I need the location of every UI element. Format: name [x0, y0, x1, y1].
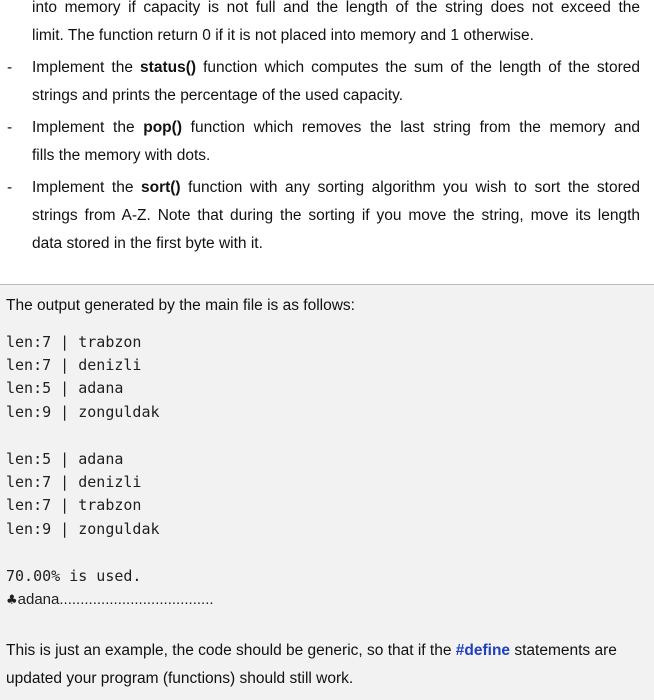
note-line-1-start: This is just an example, the code should be generic, so that if the — [6, 642, 456, 659]
bullet-status-lead: Implement the — [32, 59, 141, 76]
pop-function-name: pop() — [143, 119, 182, 136]
note-line-1 — [6, 641, 638, 661]
sorted-output-line: len:7 | trabzon — [6, 496, 142, 514]
bullet-status-rest: function which computes the sum of the length of the stored — [196, 59, 640, 76]
bullet-pop-lead: Implement the — [32, 119, 144, 136]
bullet-marker-pop: - — [7, 119, 13, 136]
instructions-section — [0, 0, 654, 284]
bullet-status-line-1 — [32, 58, 640, 78]
output-line: len:7 | denizli — [6, 356, 142, 374]
bullet-sort-rest: function with any sorting algorithm you wish to sort the stored — [180, 179, 640, 196]
output-line: len:9 | zonguldak — [6, 403, 160, 421]
sorted-output-line: len:5 | adana — [6, 450, 124, 468]
bullet-sort-line-3: data stored in the first byte with it. — [32, 235, 263, 252]
sort-function-name: sort() — [140, 179, 181, 196]
note-line-1-end: statements are — [510, 642, 617, 659]
bullet-sort-lead: Implement the — [32, 179, 141, 196]
bullet-marker-status: - — [7, 59, 13, 76]
bullet-pop-rest: function which removes the last string from the memory and — [181, 119, 640, 136]
intro-line-2: limit. The function return 0 if it is not placed into memory and 1 otherwise. — [32, 27, 534, 44]
club-marker-icon: ♣ — [6, 593, 18, 608]
popped-memory-text: adana..................................... — [17, 591, 214, 608]
note-line-2: updated your program (functions) should still work. — [6, 670, 354, 687]
output-line: len:7 | trabzon — [6, 333, 142, 351]
popped-memory-output — [6, 590, 214, 611]
bullet-sort-line-1 — [32, 178, 640, 198]
output-heading: The output generated by the main file is as follows: — [6, 297, 355, 314]
bullet-pop-line-1 — [32, 118, 640, 138]
sorted-output-line: len:7 | denizli — [6, 473, 142, 491]
define-keyword: #define — [455, 642, 511, 659]
bullet-pop-line-2: fills the memory with dots. — [32, 147, 211, 164]
bullet-marker-sort: - — [7, 179, 13, 196]
output-line: len:5 | adana — [6, 379, 124, 397]
bullet-sort-line-2: strings from A-Z. Note that during the sorting if you move the string, move its length — [32, 207, 640, 224]
bullet-status-line-2: strings and prints the percentage of the used capacity. — [32, 87, 404, 104]
status-output: 70.00% is used. — [6, 567, 142, 585]
sorted-output-line: len:9 | zonguldak — [6, 520, 160, 538]
intro-line-1: into memory if capacity is not full and the length of the string does not exceed the — [32, 0, 640, 16]
status-function-name: status() — [140, 59, 197, 76]
